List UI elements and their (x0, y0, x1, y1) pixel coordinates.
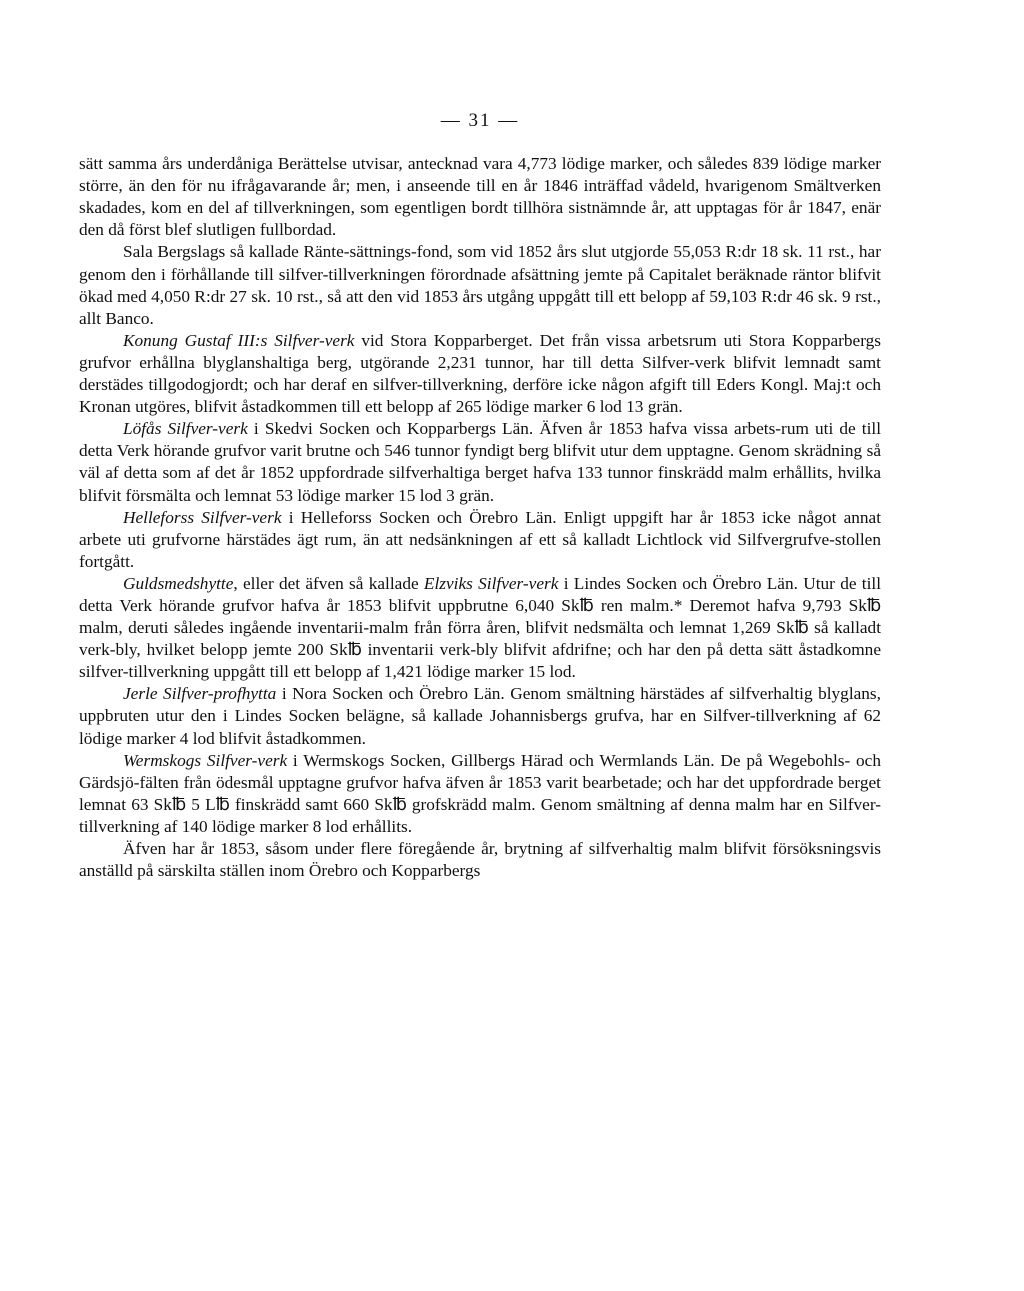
body-text-segment: i Nora Socken och Örebro Län. Genom smältning härstädes af silfverhaltig blyglans, uppbruten utur den i Lindes Socken belägne, så kallade Johannisbergs grufva, har en Silfver-tillverkning af 62 lödige marker 4 lod blifvit åstadkommen. (79, 684, 881, 748)
italic-heading-text: Wermskogs Silfver-verk (123, 750, 288, 770)
body-text-segment: i Wermskogs Socken, Gillbergs Härad och Wermlands Län. De på Wegebohls- och Gärdsjö-fälten från ödesmål upptagne grufvor hafva äfven år 1853 varit bearbetade; och har det uppfordrade berget lemnat 63 Sk℔ 5 L℔ finskrädd samt 660 Sk℔ grofskrädd malm. Genom smältning af denna malm har en Silfver-tillverkning af 140 lödige marker 8 lod erhållits. (79, 750, 881, 836)
body-text-segment: i Lindes Socken och Örebro Län. Utur de till detta Verk hörande grufvor hafva år 1853 blifvit uppbrutne 6,040 Sk℔ ren malm.* Deremot hafva 9,793 Sk℔ malm, deruti således ingående inventarii-malm från förra åren, blifvit nedsmälta och lemnat 1,269 Sk℔ så kalladt verk-bly, hvilket belopp jemte 200 Sk℔ inventarii verk-bly blifvit afdrifne; och har den på detta sätt åstadkomne silfver-tillverkning uppgått till ett belopp af 1,421 lödige marker 15 lod. (79, 573, 881, 682)
body-text-segment: Sala Bergslags så kallade Ränte-sättnings-fond, som vid 1852 års slut utgjorde 55,053 R:dr 18 sk. 11 rst., har genom den i förhållande till silfver-tillverkningen förordnade afsättning jemte på Capitalet beräknade räntor blifvit ökad med 4,050 R:dr 27 sk. 10 rst., så att den vid 1853 års utgång uppgått till ett belopp af 59,103 R:dr 46 sk. 9 rst., allt Banco. (79, 242, 881, 328)
italic-heading-text: Helleforss Silfver-verk (123, 507, 282, 527)
paragraph (79, 418, 881, 506)
body-text-segment: , eller det äfven så kallade (233, 573, 424, 593)
italic-heading-text: Jerle Silfver-profhytta (123, 684, 277, 704)
body-text-segment: vid Stora Kopparberget. Det från vissa arbetsrum uti Stora Kopparbergs grufvor erhållna blyglanshaltiga berg, utgörande 2,231 tunnor, har till detta Silfver-verk blifvit lemnadt samt derstädes tillgodogjordt; och har deraf en silfver-tillverkning, derföre icke någon afgift till Eders Kongl. Maj:t och Kronan utgöres, blifvit åstadkommen till ett belopp af 265 lödige marker 6 lod 13 grän. (79, 330, 881, 417)
paragraph (79, 750, 881, 838)
body-text-segment: i Helleforss Socken och Örebro Län. Enligt uppgift har år 1853 icke något annat arbete uti grufvorne härstädes ägt rum, än att nedsänkningen af ett så kalladt Lichtlock vid Silfvergrufve-stollen fortgått. (79, 507, 882, 571)
document-page (79, 110, 881, 882)
paragraph (79, 507, 881, 573)
paragraph (79, 683, 881, 749)
page-number: — 31 — (440, 110, 520, 131)
body-text-segment: sätt samma års underdåniga Berättelse utvisar, antecknad vara 4,773 lödige marker, och således 839 lödige marker större, än den för nu ifrågavarande år; men, i anseende till en år 1846 inträffad vådeld, hvarigenom Smältverken skadades, kom en del af tillverkningen, som egentligen bordt tillhöra sistnämnde år, att upptagas för år 1847, enär den då först blef slutligen fullbordad. (79, 154, 881, 240)
paragraph (79, 241, 881, 329)
body-text-segment: i Skedvi Socken och Kopparbergs Län. Äfven år 1853 hafva vissa arbets-rum uti de till detta Verk hörande grufvor varit brutne och 546 tunnor fyndigt berg blifvit utur dem upptagne. Genom skrädning så väl af detta som af det år 1852 uppfordrade silfverhaltiga berget hafva 133 tunnor finskrädd malm erhållits, hvilka blifvit försmälta och lemnat 53 lödige marker 15 lod 3 grän. (79, 419, 882, 505)
italic-heading-text: Konung Gustaf III:s Silfver-verk (123, 330, 355, 350)
body-text-segment: Äfven har år 1853, såsom under flere föregående år, brytning af silfverhaltig malm blifvit försöksningsvis anställd på särskilta ställen inom Örebro och Kopparbergs (79, 839, 881, 881)
body-text (79, 153, 881, 882)
paragraph (79, 153, 881, 241)
italic-heading-text: Guldsmedshytte (123, 573, 234, 593)
paragraph (79, 573, 881, 683)
paragraph (79, 838, 881, 882)
italic-heading-text: Löfås Silfver-verk (123, 419, 248, 439)
italic-heading-text: Elzviks Silfver-verk (423, 573, 559, 593)
paragraph (79, 330, 881, 418)
